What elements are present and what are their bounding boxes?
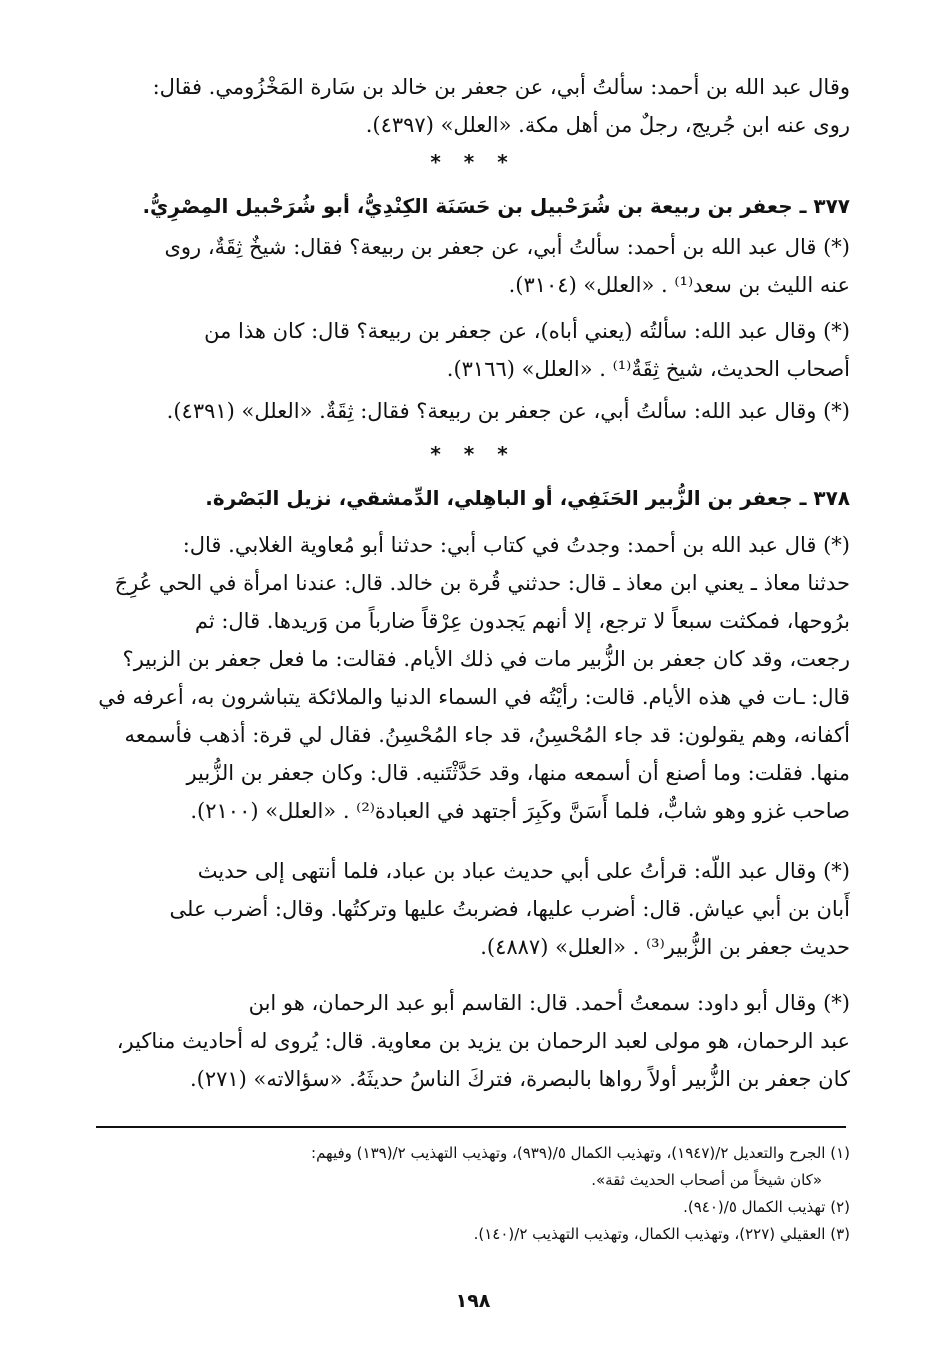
footnote-1: (١) الجرح والتعديل ٢/(١٩٤٧)، وتهذيب الكمال ٥/(٩٣٩)، وتهذيب التهذيب ٢/(١٣٩) وفيهم:	[311, 1144, 850, 1162]
text-line: قال: ـات في هذه الأيام. قالت: رأيْتُه في السماء الدنيا والملائكة يتباشرون به، أعرفه في	[98, 685, 850, 709]
text-line: (*) وقال عبد اللّه: قرأتُ على أبي حديث عباد بن عباد، فلما أنتهى إلى حديث	[197, 859, 850, 883]
entry-heading: ٣٧٨ ـ جعفر بن الزُّبير الحَنَفِي، أو الباهِلي، الدِّمشقي، نزيل البَصْرة.	[205, 486, 850, 510]
intro-paragraph	[90, 68, 850, 144]
entry-378	[90, 478, 850, 518]
entry-377-paragraph-2	[90, 312, 850, 388]
text-line: صاحب غزو وهو شابٌّ، فلما أَسَنَّ وكَبِرَ أجتهد في العبادة⁽²⁾ . «العلل» (٢١٠٠).	[190, 799, 850, 823]
entry-378-paragraph-3	[90, 984, 850, 1098]
text-line: أكفانه، وهم يقولون: قد جاء المُحْسِنُ، قد جاء المُحْسِنُ. فقال لي قرة: أذهب فأسمعه	[124, 723, 850, 747]
text-line: أَبان بن أبي عياش. قال: أضرب عليها، فضربتُ عليها وتركتُها. وقال: أضرب على	[169, 897, 850, 921]
section-separator: * * *	[430, 442, 516, 466]
page-number: ١٩٨	[455, 1290, 491, 1312]
text-line: أصحاب الحديث، شيخ ثِقَةٌ⁽¹⁾ . «العلل» (٣١٦٦).	[446, 357, 850, 381]
section-separator: * * *	[430, 150, 516, 174]
text-line: عبد الرحمان، هو مولى لعبد الرحمان بن يزيد بن معاوية. قال: يُروى له أحاديث مناكير،	[116, 1029, 850, 1053]
text-line: (*) قال عبد الله بن أحمد: وجدتُ في كتاب أبي: حدثنا أبو مُعاوية الغلابي. قال:	[182, 533, 850, 557]
text-line: (*) وقال عبد الله: سألتُه (يعني أباه)، عن جعفر بن ربيعة؟ قال: كان هذا من	[204, 319, 850, 343]
text-line: عنه الليث بن سعد⁽¹⁾ . «العلل» (٣١٠٤).	[508, 273, 850, 297]
footnote-divider	[96, 1126, 846, 1128]
text-line: روى عنه ابن جُريج، رجلٌ من أهل مكة. «العلل» (٤٣٩٧).	[365, 113, 850, 137]
text-line: كان جعفر بن الزُّبير أولاً رواها بالبصرة، فتركَ الناسُ حديثَهُ. «سؤالاته» (٢٧١).	[189, 1067, 850, 1091]
text-line: حديث جعفر بن الزُّبير⁽³⁾ . «العلل» (٤٨٨٧).	[480, 935, 850, 959]
entry-377	[90, 186, 850, 226]
text-line: (*) قال عبد الله بن أحمد: سألتُ أبي، عن جعفر بن ربيعة؟ فقال: شيخٌ ثِقَةٌ، روى	[164, 235, 850, 259]
text-line: (*) وقال أبو داود: سمعتُ أحمد. قال: القاسم أبو عبد الرحمان، هو ابن	[248, 991, 850, 1015]
text-line: وقال عبد الله بن أحمد: سألتُ أبي، عن جعفر بن خالد بن سَارة المَخْزُومي. فقال:	[152, 75, 850, 99]
text-line: (*) وقال عبد الله: سألتُ أبي، عن جعفر بن ربيعة؟ فقال: ثِقَةٌ. «العلل» (٤٣٩١).	[166, 399, 850, 423]
entry-378-paragraph-2	[90, 852, 850, 966]
footnote-1-continuation: «كان شيخاً من أصحاب الحديث ثقة».	[591, 1171, 822, 1189]
footnote-3: (٣) العقيلي (٢٢٧)، وتهذيب الكمال، وتهذيب التهذيب ٢/(١٤٠).	[473, 1225, 850, 1243]
text-line: حدثنا معاذ ـ يعني ابن معاذ ـ قال: حدثني قُرة بن خالد. قال: عندنا امرأة في الحي عُرِجَ	[114, 571, 850, 595]
text-line: منها. فقلت: وما أصنع أن أسمعه منها، وقد حَدَّثْتَنيه. قال: وكان جعفر بن الزُّبير	[186, 761, 850, 785]
entry-377-paragraph-1	[90, 228, 850, 304]
text-line: برُوحها، فمكثت سبعاً لا ترجع، إلا أنهم يَجدون عِرْقاً ضارباً من وَريدها. قال: ثم	[194, 609, 850, 633]
entry-377-paragraph-3	[90, 392, 850, 430]
text-line: رجعت، وقد كان جعفر بن الزُّبير مات في ذلك الأيام. فقالت: ما فعل جعفر بن الزبير؟	[122, 647, 850, 671]
entry-heading: ٣٧٧ ـ جعفر بن ربيعة بن شُرَحْبيل بن حَسَنَة الكِنْدِيُّ، أبو شُرَحْبيل المِصْرِيُّ.	[142, 194, 850, 218]
entry-378-paragraph-1	[90, 526, 850, 830]
footnote-2: (٢) تهذيب الكمال ٥/(٩٤٠).	[683, 1198, 850, 1216]
footnotes	[90, 1140, 850, 1248]
